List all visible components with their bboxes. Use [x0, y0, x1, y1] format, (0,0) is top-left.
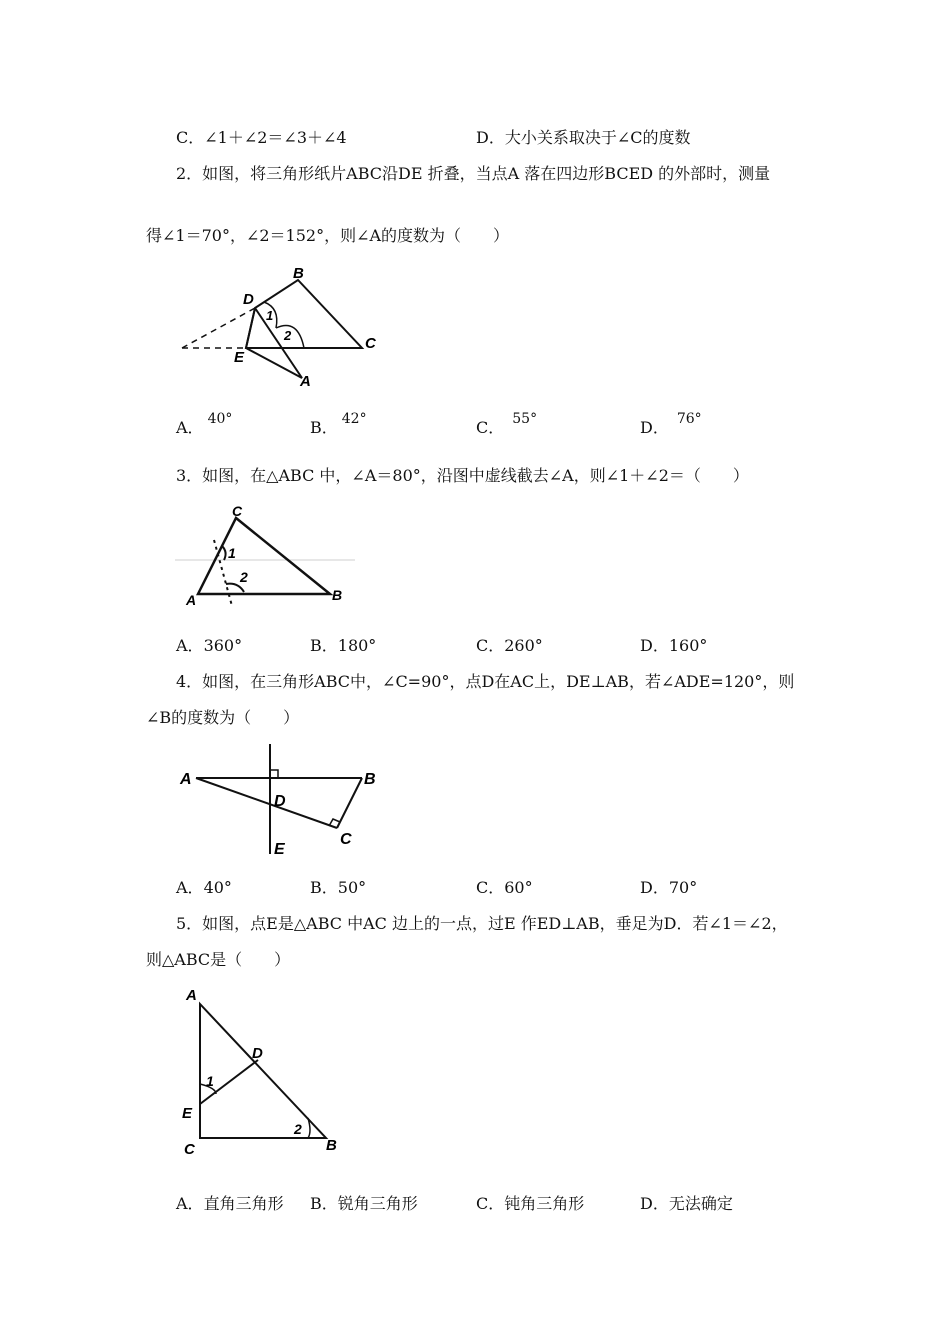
q3-option-d [640, 636, 707, 656]
q3-option-a-value: 360° [203, 636, 243, 655]
q4-option-b-value: 50° [337, 878, 367, 897]
q5-option-b [310, 1194, 418, 1214]
q5-label-a: A [186, 987, 197, 1004]
q2-dashed-line-top [182, 308, 255, 348]
q5-option-a-label: A． [176, 1194, 204, 1213]
q5-label-d: D [252, 1045, 263, 1062]
q5-option-c-label: C． [476, 1194, 505, 1213]
q2-label-a: A [300, 373, 311, 390]
q2-label-e: E [234, 349, 245, 366]
q4-right-angle-mark-ab [270, 770, 278, 778]
q4-figure [172, 742, 387, 860]
q4-label-c: C [340, 831, 352, 848]
q2-label-c: C [365, 335, 376, 352]
q2-option-c-value: 55° [512, 411, 538, 427]
q4-option-b-label: B． [310, 878, 338, 897]
q2-option-d-label: D． [640, 418, 669, 437]
q3-label-a: A [186, 592, 197, 608]
q5-label-e: E [182, 1105, 193, 1122]
q2-label-b: B [293, 265, 304, 282]
q5-label-c: C [184, 1141, 195, 1158]
q1-option-d-label: D． [476, 128, 505, 147]
q5-option-c [476, 1194, 584, 1214]
q1-option-c-label: C． [176, 128, 205, 147]
q4-label-b: B [364, 771, 376, 788]
q5-option-c-value: 钝角三角形 [504, 1194, 585, 1213]
q2-option-b-value: 42° [341, 411, 367, 427]
q3-label-2: 2 [240, 569, 248, 585]
q4-option-c [476, 878, 533, 898]
q2-option-b-label: B． [310, 418, 338, 437]
q2-label-1: 1 [266, 308, 274, 323]
q2-option-b [310, 411, 367, 439]
q1-option-d-text: 大小关系取决于∠C的度数 [504, 128, 691, 147]
q5-triangle-abc [200, 1004, 326, 1138]
q4-label-d: D [274, 793, 286, 810]
q4-label-e: E [274, 841, 285, 858]
q1-option-c [176, 128, 347, 148]
q4-option-b [310, 878, 366, 898]
q5-option-d-value: 无法确定 [668, 1194, 733, 1213]
q5-label-2: 2 [294, 1121, 302, 1137]
q4-side-bc [337, 778, 362, 828]
q5-option-a-value: 直角三角形 [203, 1194, 284, 1213]
q3-stem: 3．如图，在△ABC 中，∠A＝80°，沿图中虚线截去∠A，则∠1＋∠2＝（ ） [176, 466, 749, 485]
q2-fold-line-de [246, 308, 255, 348]
q2-option-c-label: C． [476, 418, 505, 437]
q3-label-c: C [232, 503, 243, 519]
q2-stem-line1: 2．如图，将三角形纸片ABC沿DE 折叠，当点A 落在四边形BCED 的外部时，测量 [176, 164, 771, 183]
q1-option-d [476, 128, 691, 148]
q2-option-a-label: A． [176, 418, 204, 437]
q4-option-a [176, 878, 232, 898]
q4-side-ac [196, 778, 337, 828]
q3-option-b [310, 636, 376, 656]
q4-option-c-label: C． [476, 878, 505, 897]
q3-option-c [476, 636, 543, 656]
q4-label-a: A [180, 771, 192, 788]
q3-option-d-value: 160° [668, 636, 708, 655]
q2-folded-triangle [246, 308, 302, 378]
q2-option-a-value: 40° [207, 411, 233, 427]
q3-option-b-value: 180° [337, 636, 377, 655]
q2-option-a [176, 411, 233, 439]
q5-option-d [640, 1194, 733, 1214]
q2-option-d-value: 76° [676, 411, 702, 427]
q4-option-d [640, 878, 697, 898]
q2-option-d [640, 411, 702, 439]
q2-stem-line2: 得∠1＝70°，∠2＝152°，则∠A的度数为（ ） [146, 226, 510, 245]
q4-stem-line2: ∠B的度数为（ ） [146, 708, 300, 727]
q2-label-2: 2 [284, 328, 292, 343]
q2-option-c [476, 411, 538, 439]
q4-option-d-value: 70° [668, 878, 698, 897]
q5-label-b: B [326, 1137, 337, 1154]
q4-option-a-label: A． [176, 878, 204, 897]
q4-option-c-value: 60° [504, 878, 533, 897]
q3-figure [170, 502, 360, 608]
q3-option-b-label: B． [310, 636, 338, 655]
q3-option-a [176, 636, 242, 656]
q3-option-c-value: 260° [504, 636, 543, 655]
q3-label-b: B [332, 587, 343, 603]
q5-label-1: 1 [206, 1073, 214, 1089]
q5-stem-line2: 则△ABC是（ ） [146, 950, 291, 969]
q4-option-a-value: 40° [203, 878, 232, 897]
q5-option-b-label: B． [310, 1194, 338, 1213]
q5-option-a [176, 1194, 284, 1214]
q4-stem-line1: 4．如图，在三角形ABC中，∠C=90°，点D在AC上，DE⊥AB，若∠ADE=120°，则 [176, 672, 795, 691]
q4-option-d-label: D． [640, 878, 669, 897]
q3-angle-1-arc [222, 546, 226, 560]
q2-label-d: D [243, 291, 254, 308]
q2-figure [170, 262, 390, 392]
q3-label-1: 1 [228, 545, 236, 561]
q5-stem-line1: 5．如图，点E是△ABC 中AC 边上的一点，过E 作ED⊥AB，垂足为D．若∠1＝∠2， [176, 914, 788, 933]
q5-option-d-label: D． [640, 1194, 669, 1213]
q2-quadrilateral-bced [246, 280, 362, 348]
q3-option-a-label: A． [176, 636, 204, 655]
q1-option-c-text: ∠1＋∠2＝∠3＋∠4 [204, 128, 347, 147]
q5-figure [176, 982, 346, 1162]
q5-option-b-value: 锐角三角形 [337, 1194, 418, 1213]
q3-option-c-label: C． [476, 636, 505, 655]
q3-option-d-label: D． [640, 636, 669, 655]
